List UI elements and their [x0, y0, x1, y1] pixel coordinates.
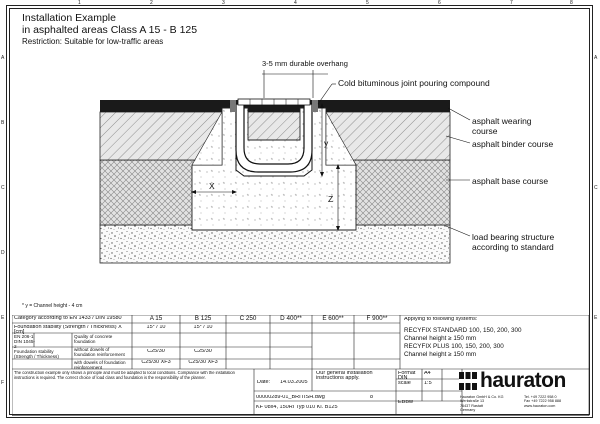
date-label: Date: — [257, 380, 271, 385]
dimension-z-label: Z — [328, 194, 334, 204]
date-value: 14.03.2005 — [280, 380, 308, 385]
border-mark: 8 — [570, 0, 573, 6]
class-a15: A 15 — [149, 315, 163, 322]
base-course-callout: asphalt base course — [472, 176, 549, 186]
class-d400: D 400** — [280, 315, 302, 322]
dimension-x-label: X — [209, 181, 215, 191]
concrete-quality-label: Quality of concrete foundation — [74, 334, 113, 345]
load-structure-callout-line1: load bearing structure — [472, 232, 555, 242]
border-mark: 2 — [150, 0, 153, 6]
system-line: RECYFIX STANDARD 100, 150, 200, 300 — [404, 327, 522, 334]
class-b125: B 125 — [194, 315, 212, 322]
system-line: Channel height ≥ 150 mm — [404, 335, 477, 342]
concrete-xf3-a15: C25/30 XF3 — [141, 360, 171, 365]
norm-din1045: DIN 1045-2 — [14, 339, 35, 350]
contact-line: Fax +49 7222 958 888 — [524, 399, 562, 404]
address-line: Hauraton GmbH & Co. KG — [460, 395, 504, 399]
address-line: Germany — [460, 407, 476, 412]
border-mark: A — [594, 55, 598, 61]
format-label: Format DIN — [398, 371, 416, 382]
concrete-xf3-b125: C25/30 XF3 — [188, 360, 218, 365]
category-label: Category according to EN 1433 / DIN 19580 — [14, 316, 122, 321]
restriction-note: Restriction: Suitable for low-traffic areas — [22, 37, 164, 46]
concrete-a15: C25/30 — [147, 349, 165, 354]
stability-a15: 15* / 10 — [146, 325, 166, 330]
footnote: * y = Channel height - 4 cm — [22, 303, 83, 309]
without-dowels-label: without dowels of foundation reinforcement — [74, 347, 125, 358]
border-mark: 6 — [438, 0, 441, 6]
hauraton-logo-icon — [459, 372, 477, 390]
wearing-course-callout-line2: course — [472, 126, 498, 136]
border-mark: 3 — [222, 0, 225, 6]
class-f900: F 900** — [366, 315, 388, 322]
reference-code: KF 08x4, 150RI Typ 010 Kl. B125 — [256, 405, 338, 410]
class-e600: E 600** — [322, 315, 344, 322]
border-mark: 7 — [510, 0, 513, 6]
border-mark: C — [1, 185, 5, 191]
stability-label: Foundation stability (Strength / Thickness) X [cm] — [14, 325, 122, 336]
installation-notes: The construction example only shows a principle and must be adapted to local conditions. Compliance with the installation instructions is required. The correct choice of load class and foundation is the responsibility of the planner. — [14, 371, 235, 380]
norm-en206: EN 206-1 — [14, 334, 34, 339]
binder-course-callout: asphalt binder course — [472, 139, 554, 149]
border-mark: 4 — [294, 0, 297, 6]
border-mark: B — [1, 120, 5, 126]
contact-line: www.hauraton.com — [524, 403, 556, 408]
company-address — [460, 395, 520, 412]
foundation-stability-label: Foundation stability (Strength / Thickness) — [14, 349, 59, 360]
border-mark: E — [1, 315, 5, 321]
with-dowels-label: with dowels of foundation reinforcement — [74, 360, 126, 371]
drawn-by: EBBw — [398, 400, 413, 405]
drawing-subtitle: in asphalted areas Class A 15 - B 125 — [22, 24, 198, 36]
general-instructions: Our general installation instructions apply. — [316, 371, 373, 382]
format-value: A4 — [424, 371, 431, 376]
joint-compound-callout: Cold bituminous joint pouring compound — [338, 78, 490, 88]
wearing-course-callout-line1: asphalt wearing — [472, 116, 532, 126]
border-mark: 1 — [78, 0, 81, 6]
system-line: Channel height ≥ 150 mm — [404, 351, 477, 358]
scale-value: 1:5 — [424, 381, 432, 386]
border-mark: D — [1, 250, 5, 256]
logo-wordmark: hauraton — [480, 369, 566, 392]
stability-b125: 15* / 10 — [193, 325, 213, 330]
border-mark: 5 — [366, 0, 369, 6]
document-id: 00000289-01_BRITISH.dwg — [256, 395, 325, 400]
address-line: 76437 Rastatt — [460, 403, 483, 408]
border-mark: A — [1, 55, 5, 61]
border-mark: C — [594, 185, 598, 191]
border-mark: E — [594, 315, 598, 321]
sheet-number: 8 — [370, 395, 374, 400]
scale-label: scale — [398, 381, 411, 386]
load-structure-callout-line2: according to standard — [472, 242, 554, 252]
dimension-y-label: y — [324, 138, 329, 148]
system-line: RECYFIX PLUS 100, 150, 200, 300 — [404, 343, 504, 350]
address-line: Werkstraße 13 — [460, 399, 485, 404]
border-mark: F — [1, 380, 5, 386]
drawing-title: Installation Example — [22, 12, 116, 24]
contact-line: Tel. +49 7222 958 0 — [524, 395, 557, 399]
company-contact — [524, 395, 588, 408]
class-c250: C 250 — [239, 315, 257, 322]
concrete-b125: C25/30 — [194, 349, 212, 354]
overhang-callout: 3-5 mm durable overhang — [262, 59, 348, 68]
applies-label: Applying to following systems: — [404, 317, 478, 322]
